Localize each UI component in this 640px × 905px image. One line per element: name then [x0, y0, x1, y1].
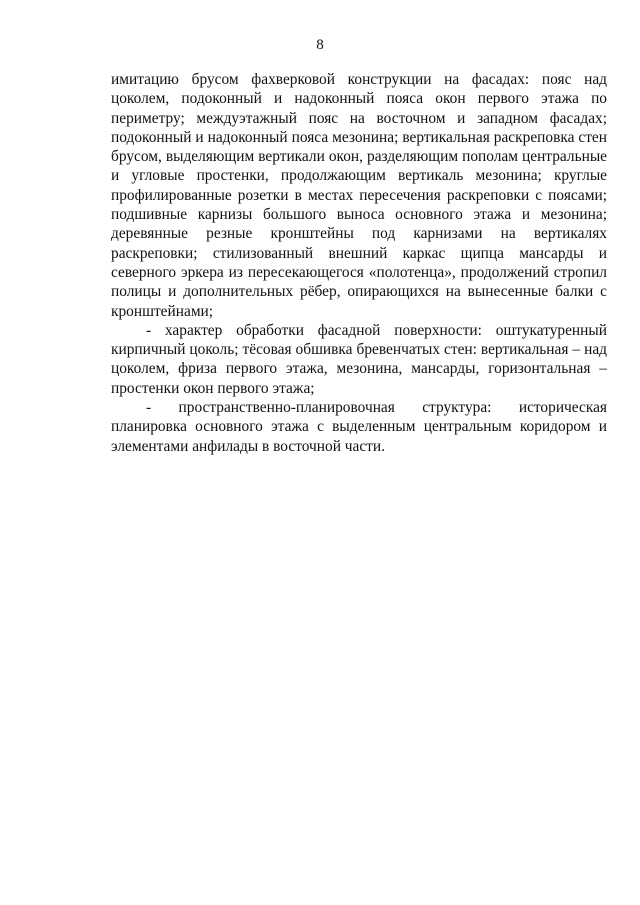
paragraph-spatial-structure: - пространственно-планировочная структура: историческая планировка основного этажа с выделенным центральным коридором и элементами анфилады в восточной части.	[111, 399, 607, 455]
document-body	[111, 70, 607, 456]
page-number: 8	[316, 37, 324, 53]
paragraph-facade-surface: - характер обработки фасадной поверхности: оштукатуренный кирпичный цоколь; тёсовая обшивка бревенчатых стен: вертикальная – над цоколем, фриза первого этажа, мезонина, мансарды, горизонтальная – простенки окон первого этажа;	[111, 321, 607, 397]
paragraph-facade-elements: имитацию брусом фахверковой конструкции на фасадах: пояс над цоколем, подоконный и надоконный пояса окон первого этажа по периметру; междуэтажный пояс на восточном и западном фасадах; подоконный и надоконный пояса мезонина; вертикальная раскреповка стен брусом, выделяющим вертикали окон, разделяющим пополам центральные и угловые простенки, продолжающим вертикаль мезонина; круглые профилированные розетки в местах пересечения раскреповки с поясами; подшивные карнизы большого выноса основного этажа и мезонина; деревянные резные кронштейны под карнизами на вертикалях раскреповки; стилизованный внешний каркас щипца мансарды и северного эркера из пересекающегося «полотенца», продолжений стропил полицы и дополнительных рёбер, опирающихся на вынесенные балки с кронштейнами;	[111, 71, 607, 320]
